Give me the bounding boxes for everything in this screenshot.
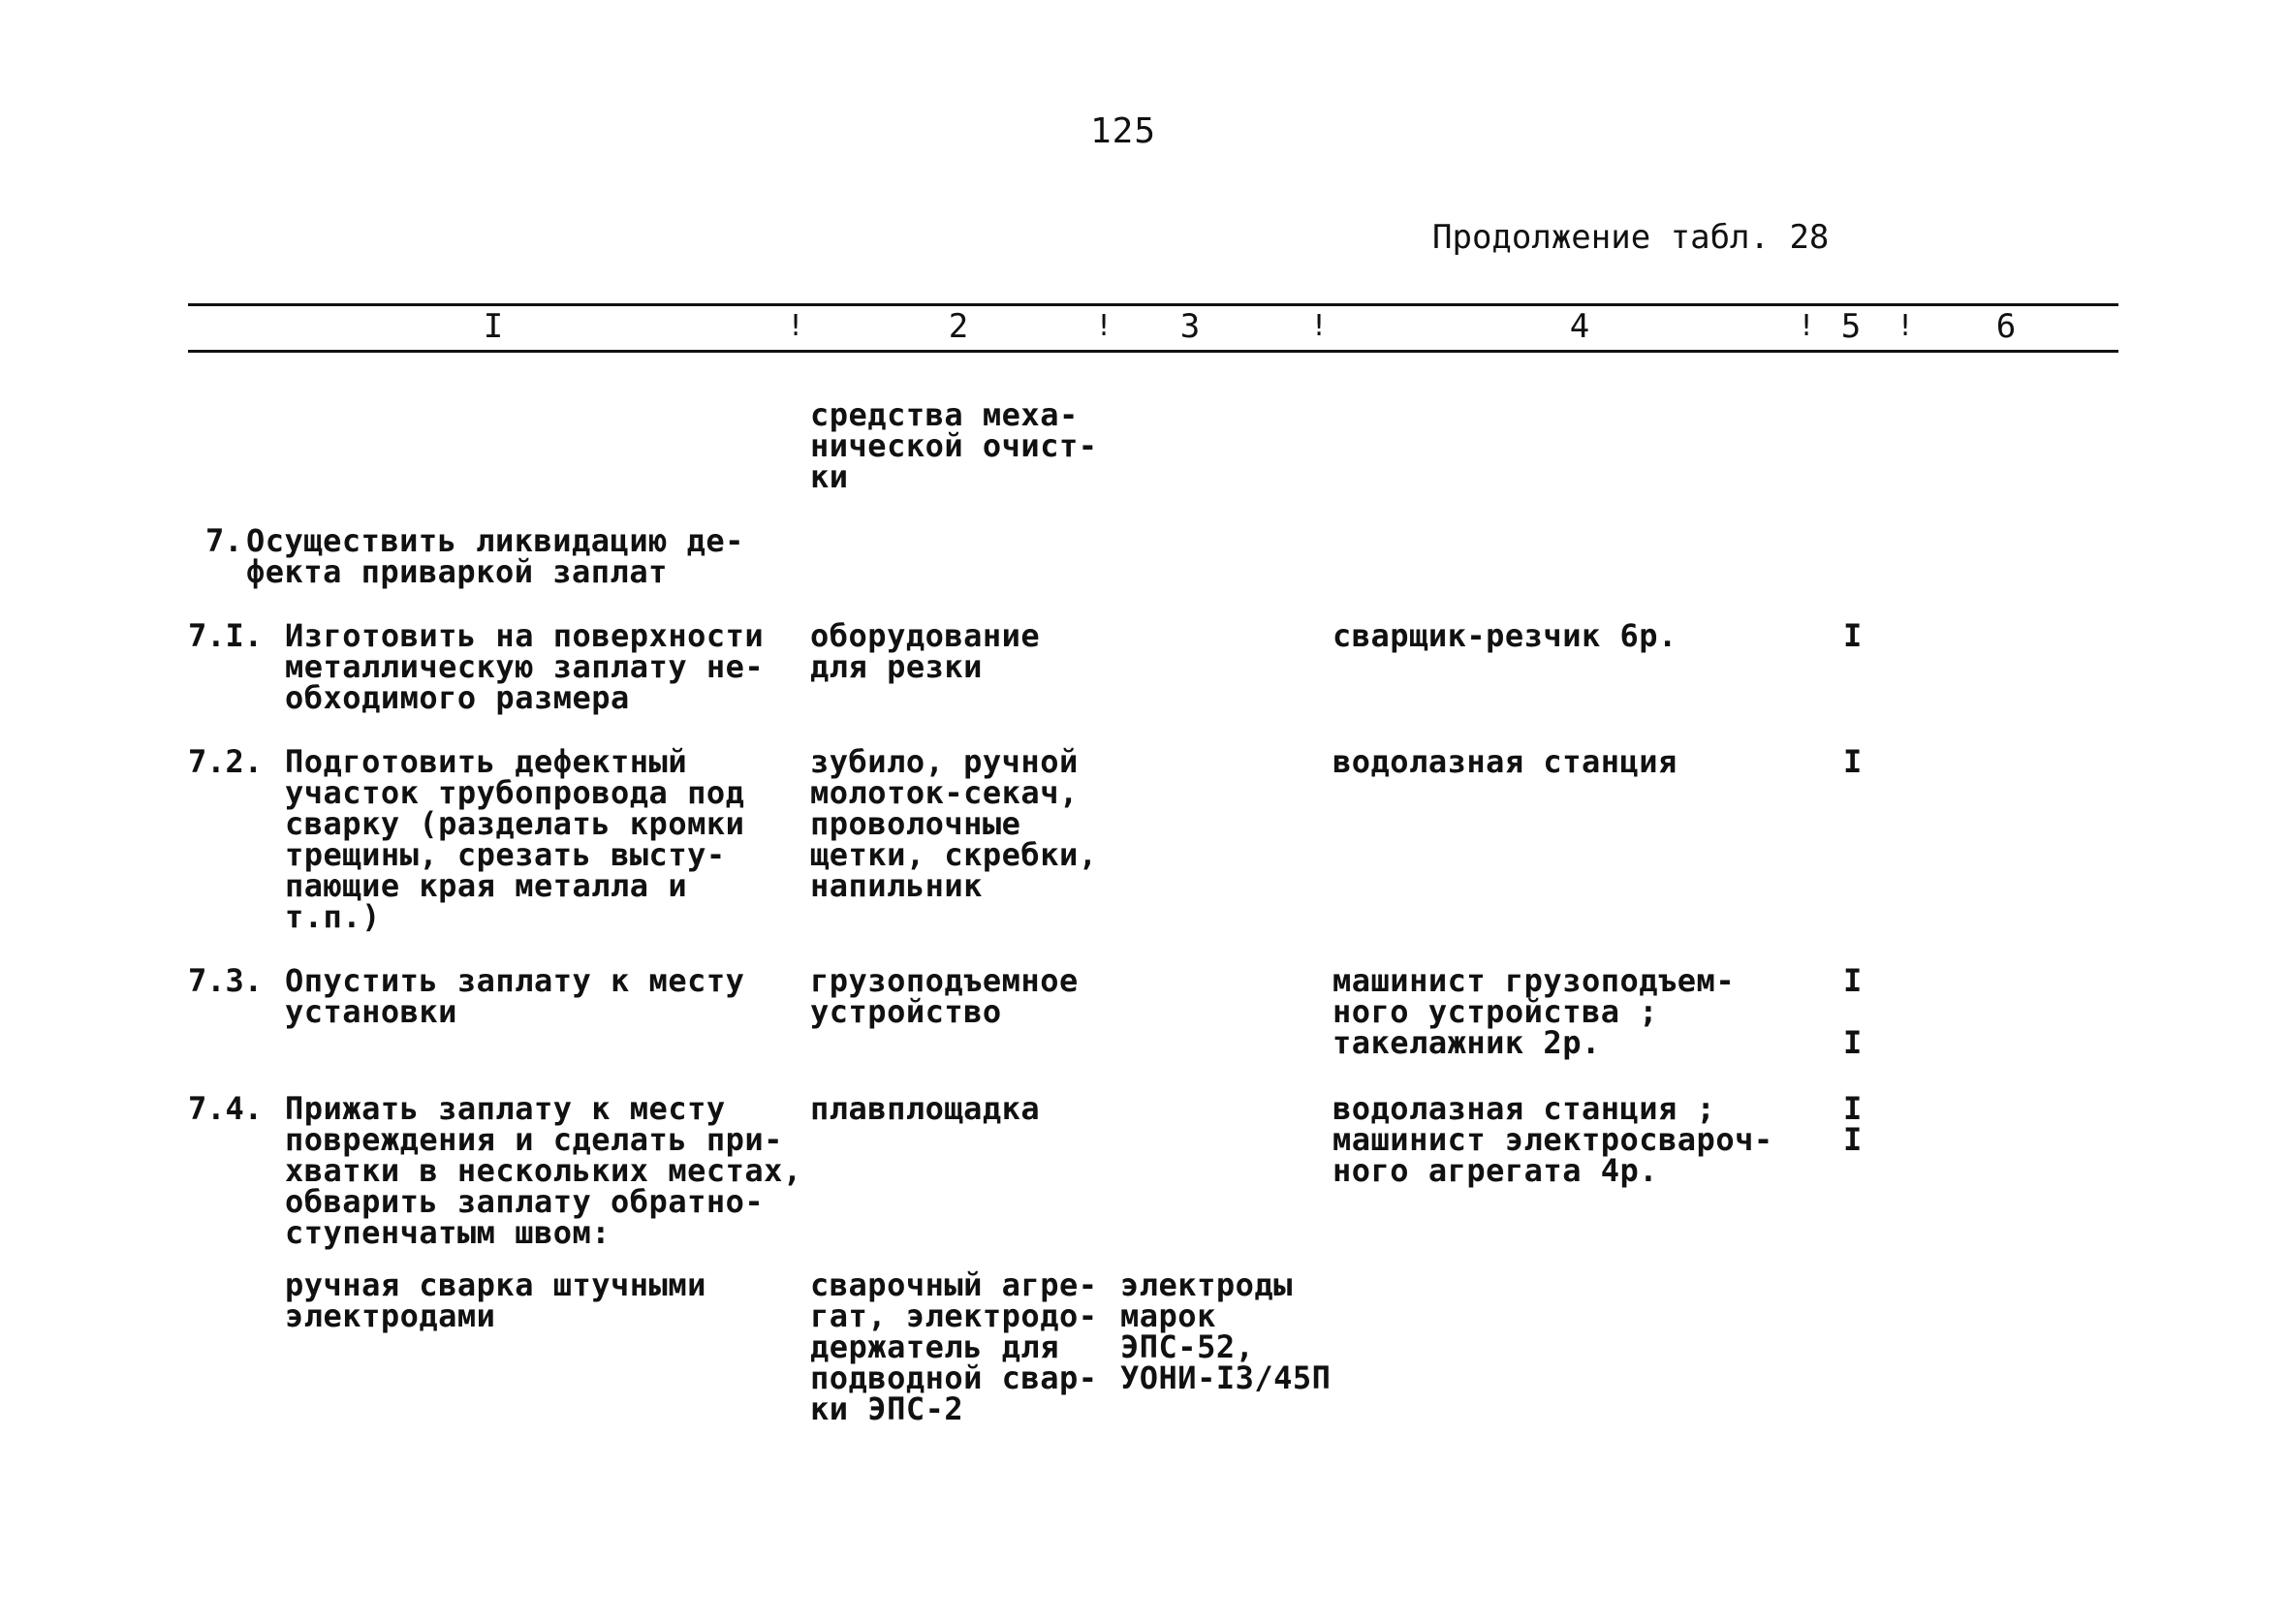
row-2-col5: I: [1843, 617, 1863, 654]
row-2-col1: Изготовить на поверхности металлическую заплату не- обходимого размера: [285, 617, 765, 716]
col-separator: !: [1897, 309, 1915, 343]
row-2-col2: оборудование для резки: [810, 617, 1041, 685]
table-caption: Продолжение табл. 28: [1432, 218, 1830, 257]
row-2-col4: сварщик-резчик 6р.: [1333, 617, 1678, 654]
row-0-col2: средства меха- нической очист- ки: [810, 396, 1098, 495]
row-6-col1: ручная сварка штучными электродами: [285, 1266, 706, 1334]
col-header-3: 3: [1179, 307, 1201, 346]
row-5-col2: плавплощадка: [810, 1090, 1041, 1127]
row-1-num: 7.: [205, 522, 243, 559]
col-separator: !: [1798, 309, 1816, 343]
row-6-col2: сварочный агре- гат, электродо- держатель для подводной свар- ки ЭПС-2: [810, 1266, 1098, 1427]
table-top-rule: [188, 303, 2118, 306]
row-5-col1: Прижать заплату к месту повреждения и сделать при- хватки в нескольких местах, обварить заплату обратно- ступенчатым швом:: [285, 1090, 802, 1251]
row-4-col2: грузоподъемное устройство: [810, 962, 1079, 1030]
row-3-col4: водолазная станция: [1333, 743, 1678, 780]
col-header-2: 2: [948, 307, 969, 346]
row-4-num: 7.3.: [188, 962, 264, 999]
page-number: 125: [1090, 111, 1157, 151]
row-3-col2: зубило, ручной молоток-секач, проволочные щетки, скребки, напильник: [810, 743, 1098, 904]
row-3-col1: Подготовить дефектный участок трубопровода под сварку (разделать кромки трещины, срезать высту- пающие края металла и т.п.): [285, 743, 745, 935]
col-separator: !: [1310, 309, 1329, 343]
row-3-col5: I: [1843, 743, 1863, 780]
col-header-1: I: [483, 307, 504, 346]
col-separator: !: [787, 309, 805, 343]
row-6-col3: электроды марок ЭПС-52, УОНИ-I3/45П: [1120, 1266, 1332, 1396]
col-separator: !: [1095, 309, 1113, 343]
table-header-rule: [188, 350, 2118, 353]
row-4-col5: I I: [1843, 962, 1863, 1061]
row-3-num: 7.2.: [188, 743, 264, 780]
row-5-col5: I I: [1843, 1090, 1863, 1158]
col-header-5: 5: [1840, 307, 1862, 346]
col-header-6: 6: [1995, 307, 2017, 346]
row-4-col4: машинист грузоподъем- ного устройства ; такелажник 2р.: [1333, 962, 1736, 1061]
col-header-4: 4: [1569, 307, 1590, 346]
row-2-num: 7.I.: [188, 617, 264, 654]
row-5-num: 7.4.: [188, 1090, 264, 1127]
row-4-col1: Опустить заплату к месту установки: [285, 962, 745, 1030]
row-5-col4: водолазная станция ; машинист электросварoч- ного агрегата 4р.: [1333, 1090, 1773, 1189]
row-1-col1: Осуществить ликвидацию де- фекта приваркой заплат: [246, 522, 744, 590]
